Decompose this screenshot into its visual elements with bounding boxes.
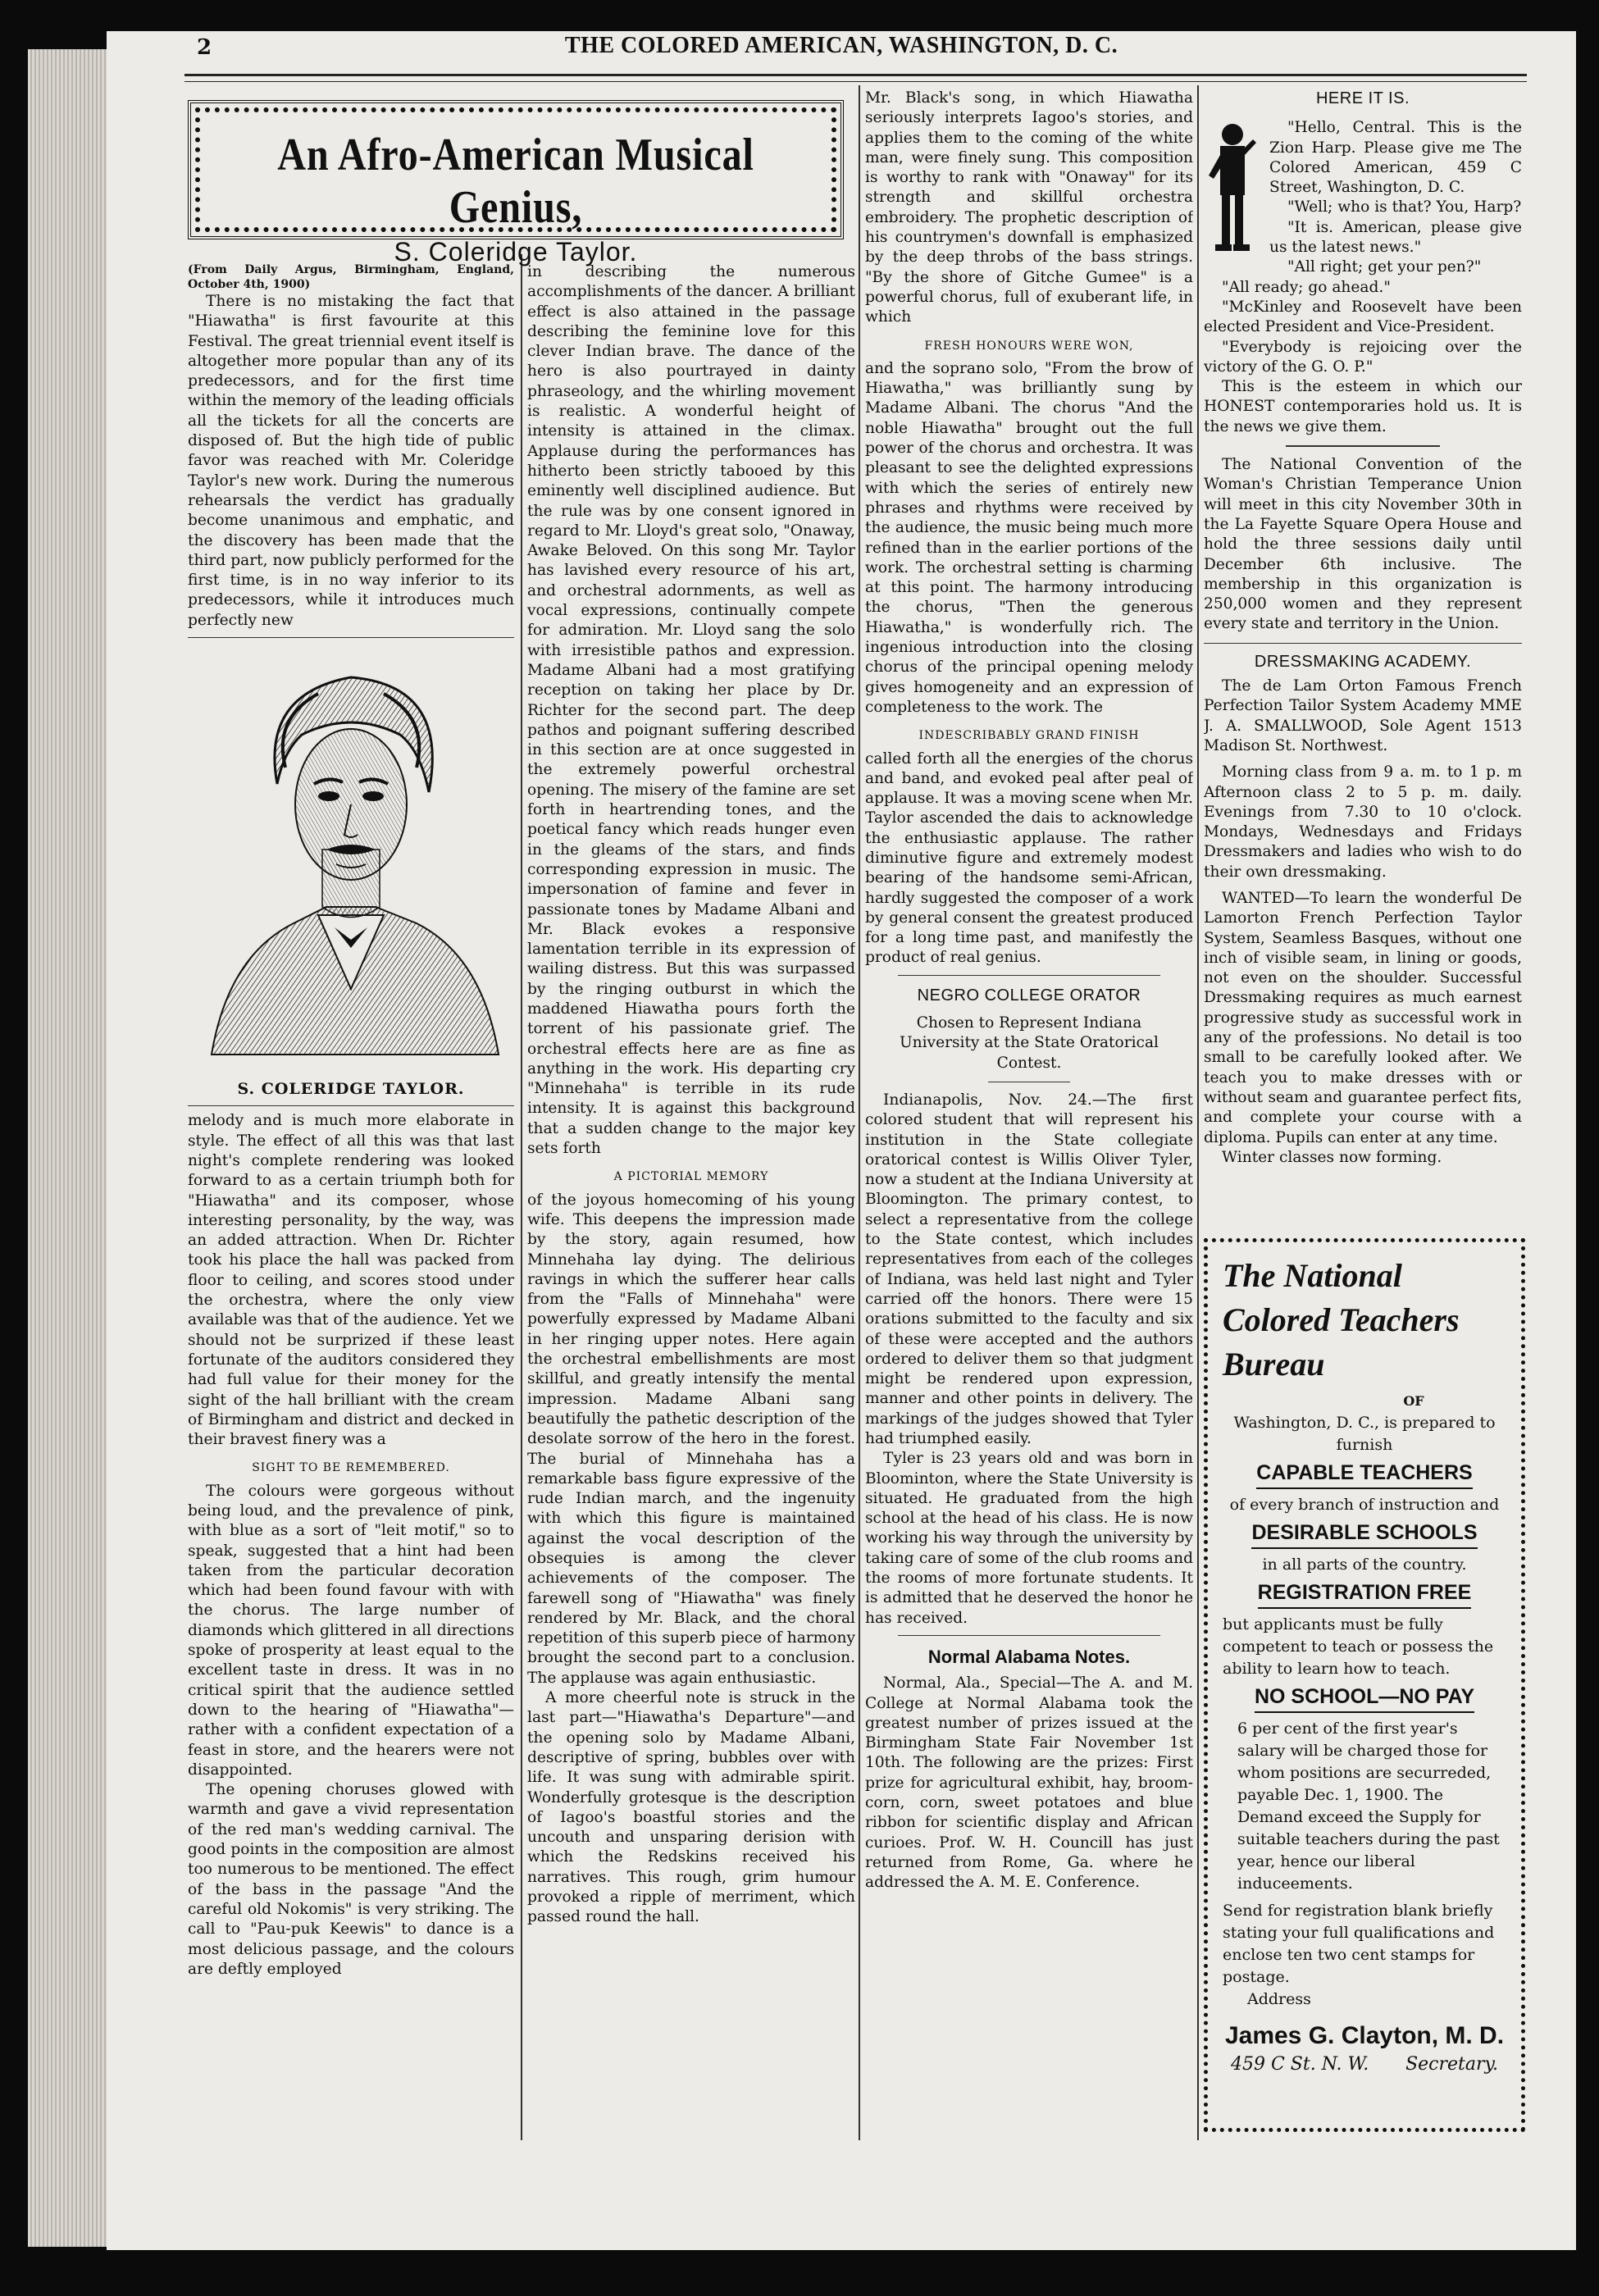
subheading: A PICTORIAL MEMORY (613, 1170, 769, 1184)
divider (188, 637, 514, 638)
dialogue-line: "Well; who is that? You, Harp? (1287, 198, 1522, 216)
portrait-engraving (195, 645, 507, 1071)
page-number: 2 (197, 35, 212, 60)
masthead (107, 31, 1576, 60)
ad-address-label: Address (1247, 1990, 1311, 2008)
article-paragraph: and the soprano solo, "From the brow of Hiawatha," was brilliantly sung by Madame Albani. The chorus "And the noble Hiawatha" brought out the full power of the chorus and orchestra. It was pleasant to see the delighted expressions with which the series of entirely new phrases and rhythms were received by the audience, the music being much more refined than in the earlier portions of the work. The orchestral setting is charming at this point. The harmony introducing the chorus, "Then the generous Hiawatha," is wonderfully rich. The ingenious introduction into the closing chorus of the principal opening melody gives homogeneity and an expression of completeness to the work. The (865, 359, 1193, 716)
teachers-bureau-ad (1204, 1238, 1525, 2132)
ad-address: 459 C St. N. W. (1231, 2054, 1369, 2075)
article-paragraph: There is no mistaking the fact that "Hiawatha" is first favourite at this Festival. The great triennial event itself is altogether more popular than any of its predecessors, and for the first time within the memory of the leading officials all the tickets for all the concerts are disposed of. But the high tide of public favor was reached with Mr. Coleridge Taylor's new work. During the numerous rehearsals the verdict has gradually become unanimous and emphatic, and the discovery has been made that the third part, now publicly performed for the first time, is in no way inferior to its predecessors, while it introduces much perfectly new (188, 293, 514, 629)
here-it-is-headline: HERE IT IS. (1315, 89, 1410, 107)
alabama-headline: Normal Alabama Notes. (927, 1646, 1131, 1667)
article-paragraph: Tyler is 23 years old and was born in Bloominton, where the State University is situated. He graduated from the high school at the head of his class. He is now working his way through the university by taking care of some of the club rooms and the rooms of more fortunate students. It is admitted that he deserved the honor he has received. (865, 1450, 1193, 1627)
article-paragraph: A more cheerful note is struck in the last part—"Hiawatha's Departure"—and the opening solo by Madame Albani, descriptive of spring, bubbles over with life. It was sung with admirable spirit. Wonderfully grotesque is the description of Iagoo's boastful stories and the uncouth and unsparing derision with which the Redskins received his narratives. This rough, grim humour provoked a ripple of merriment, which passed round the hall. (527, 1689, 855, 1926)
article-paragraph: in describing the numerous accomplishments of the dancer. A brilliant effect is also attained in the passage describing the feminine love for this clever Indian brave. The dance of the hero is also pourtrayed in dainty phraseology, and the whirling movement is realistic. A wonderful height of intensity is attained in the climax. Applause during the performances has hitherto been strictly tabooed by this eminently well disciplined audience. But the rule was by one consent ignored in regard to Mr. Lloyd's great solo, "Onaway, Awake Beloved. On this song Mr. Taylor has lavished every resource of his art, and orchestral adornments, as well as vocal expressions, continually compete for admiration. Mr. Lloyd sang the solo with irresistible pathos and expression. Madame Albani had a most gratifying reception on taking her place by Dr. Richter for the second part. The deep pathos and poignant suffering described in this section are at once suggested in the extremely powerful orchestral opening. The misery of the famine are set forth in heartrending tones, and the poetical fancy which reads hunger even in the gleams of the stars, and finds corresponding expression in music. The impersonation of famine and fever in passionate tones by Madame Albani and Mr. Black evokes a responsive lamentation terrible in its expression of wailing distress. But this was surpassed by the ringing outburst in which the maddened Hiawatha pours forth the torrent of his passionate grief. The orchestral effects here are as fine as anything in the work. His departing cry "Minnehaha" is terrible in its rude intensity. It is against this background that a sudden change to the major key sets forth (527, 263, 855, 1158)
ad-no-school-no-pay: NO SCHOOL—NO PAY (1255, 1682, 1474, 1713)
article-paragraph: of the joyous homecoming of his young wife. This deepens the impression made by the story, again resumed, how Minnehaha lay dying. The delirious ravings in which the sufferer hear calls from the "Falls of Minnehaha" were powerfully expressed by Madame Albani in her ringing upper notes. Here again the orchestral embellishments are most skillful, and greatly intensify the mental impression. Madame Albani sang beautifully the pathetic description of the desolate sorrow of the hero in the forest. The burial of Minnehaha has a remarkable bass figure expressive of the rude Indian march, and the ingenuity with which this figure is maintained against the vocal description of the obsequies is among the clever achievements of the composer. The farewell song of "Hiawatha" was finely rendered by Mr. Black, and the choral repetition of this superb piece of harmony brought the second part to a conclusion. The applause was again enthusiastic. (527, 1191, 855, 1687)
ad-signature: James G. Clayton, M. D. (1224, 2022, 1505, 2049)
portrait-caption: S. COLERIDGE TAYLOR. (237, 1080, 465, 1099)
column-1 (188, 262, 514, 2148)
headline-subtitle: S. Coleridge Taylor. (394, 237, 638, 266)
ad-capable-teachers: CAPABLE TEACHERS (1256, 1458, 1472, 1489)
article-paragraph: Normal, Ala., Special—The A. and M. College at Normal Alabama took the greatest number of prizes issued at the Birmingham State Fair November 1st 10th. The following are the prizes: First prize for agricultural exhibit, hay, broom-corn, corn, sweet potatoes and blue ribbon for scientific display and African curioes. Prof. W. H. Councill has just returned from Rome, Ga. where he addressed the A. M. E. Conference. (865, 1674, 1193, 1892)
divider (898, 1635, 1160, 1636)
article-paragraph: Mr. Black's song, in which Hiawatha seriously interprets Iagoo's stories, and applies them to the coming of the white man, were finely sung. This composition is worthy to rank with "Onaway" for its strength and skillful orchestra embroidery. The prophetic description of his countrymen's downfall is emphasized by the deep throbs of the bass strings. "By the shore of Gitche Gumee" is a powerful chorus, full of exuberant life, in which (865, 89, 1193, 326)
column-3 (865, 89, 1193, 2139)
orator-subheadline: Chosen to Represent Indiana University at the State Oratorical Contest. (899, 1014, 1159, 1072)
column-divider (1197, 85, 1199, 2140)
divider (898, 975, 1160, 976)
subheading: FRESH HONOURS WERE WON, (924, 339, 1134, 353)
dressmaking-text: Morning class from 9 a. m. to 1 p. m Afternoon class 2 to 5 p. m. daily. Evenings from 7.30 to 10 o'clock. Mondays, Wednesdays and Fridays Dressmakers and ladies who wish to do their own dressmaking. (1204, 763, 1522, 881)
masthead-rule (184, 74, 1527, 82)
dressmaking-headline: DRESSMAKING ACADEMY. (1254, 652, 1472, 671)
telephone-man-icon (1204, 118, 1261, 257)
ad-text: Washington, D. C., is prepared to furnish (1233, 1414, 1496, 1454)
ad-role: Secretary. (1405, 2054, 1498, 2075)
dressmaking-text: Winter classes now forming. (1222, 1148, 1442, 1166)
dialogue-line: "All right; get your pen?" (1287, 258, 1482, 276)
orator-headline: NEGRO COLLEGE ORATOR (917, 986, 1141, 1004)
headline-title: An Afro-American Musical Genius, (277, 130, 754, 233)
ad-text: 6 per cent of the first year's salary will be charged those for whom positions are securreded, payable Dec. 1, 1900. The Demand exceed the Supply for suitable teachers during the past year, hence our liberal induceements. (1237, 1720, 1500, 1893)
ad-footer (1223, 2053, 1506, 2075)
dialogue-line: "It is. American, please give us the latest news." (1269, 218, 1522, 257)
ad-of: OF (1403, 1393, 1424, 1409)
ad-text: of every branch of instruction and (1229, 1496, 1500, 1514)
article-paragraph: The colours were gorgeous without being loud, and the prevalence of pink, with blue as a sort of "leit motif," so to speak, suggested that a hint had been taken from the particular decoration which had been found favour with with the chorus. The large number of diamonds which glittered in all directions spoke of prosperity at least equal to the excellent taste in dress. It was in no critical spirit that the audience settled down to the hearing of "Hiawatha"—rather with a confident expectation of a feast in store, and the hearers were not disappointed. (188, 1482, 514, 1779)
article-paragraph: melody and is much more elaborate in style. The effect of all this was that last night's complete rendering was looked forward to as a certain triumph both for "Hiawatha" and its composer, whose interesting personality, by the way, was an added attraction. When Dr. Richter took his place the hall was packed from floor to ceiling, and scores stood under the orchestra, where the only view available was that of the audience. Yet we should not be surprized if these least fortunate of the auditors considered they had full value for their money for the sight of the hall brilliant with the cream of Birmingham and district and decked in their bravest finery was a (188, 1112, 514, 1449)
subheading: INDESCRIBABLY GRAND FINISH (918, 729, 1140, 743)
article-paragraph: called forth all the energies of the chorus and band, and evoked peal after peal of applause. It was a moving scene when Mr. Taylor ascended the dais to acknowledge the enthusiastic applause. The rather diminutive figure and extremely modest bearing of the handsome semi-African, hardly suggested the composer of a work by general consent the greatest produced for a long time past, and manifestly the product of real genius. (865, 749, 1193, 967)
column-divider (521, 254, 522, 2140)
article-paragraph: The opening choruses glowed with warmth and gave a vivid representation of the red man's wedding carnival. The good points in the composition are almost too numerous to be mentioned. The effect of the bass in the passage "And the careful old Nokomis" is very striking. The call to "Pau-puk Keewis" to dance is a most delicious passage, and the colours are deftly employed (188, 1781, 514, 1978)
dressmaking-text: WANTED—To learn the wonderful De Lamorton French Perfection Taylor System, Seamless Basques, without one inch of visible seam, in lining or goods, not even on the shoulder. Successful Dressmaking requires as much earnest progressive study as successful work in any of the professions. No detail is too small to be carefully looked after. We teach you to make dresses with or without seam and guarantee perfect fits, and complete your course with a diploma. Pupils can enter at any time. (1204, 889, 1522, 1146)
column-4 (1204, 89, 1522, 1237)
ad-text: but applicants must be fully competent to teach or possess the ability to learn how to teach. (1223, 1615, 1494, 1678)
dialogue-line: "McKinley and Roosevelt have been elected President and Vice-President. (1204, 298, 1522, 336)
ad-title: The National Colored Teachers Bureau (1223, 1257, 1460, 1383)
dressmaking-text: The de Lam Orton Famous French Perfection Tailor System Academy MME J. A. SMALLWOOD, Sole Agent 1513 Madison St. Northwest. (1204, 677, 1522, 754)
article-paragraph: Indianapolis, Nov. 24.—The first colored student that will represent his institution in the State collegiate oratorical contest is Willis Oliver Tyler, now a student at the Indiana University at Bloomington. The primary contest, to select a representative from the college to the State contest, which includes representatives from each of the colleges of Indiana, was held last night and Tyler carried off the honors. There were 15 orations submitted to the faculty and six of these were accepted and the authors ordered to deliver them so that judgment might be rendered upon expression, manner and other points in delivery. The markings of the judges showed that Tyler had triumphed easily. (865, 1091, 1193, 1447)
dialogue-line: This is the esteem in which our HONEST contemporaries hold us. It is the news we give them. (1204, 378, 1522, 435)
newspaper-title: THE COLORED AMERICAN, WASHINGTON, D. C. (564, 33, 1118, 58)
dialogue-line: "Hello, Central. This is the Zion Harp. Please give me The Colored American, 459 C Street, Washington, D. C. (1269, 119, 1522, 197)
ad-text: Send for registration blank briefly stating your full qualifications and enclose ten two cent stamps for postage. (1223, 1902, 1495, 1986)
column-divider (859, 85, 860, 2140)
divider (1204, 643, 1522, 644)
ad-text: in all parts of the country. (1262, 1556, 1467, 1574)
divider (188, 1105, 514, 1106)
subheading: SIGHT TO BE REMEMBERED. (252, 1461, 450, 1475)
divider (1286, 445, 1440, 447)
wctu-notice: The National Convention of the Woman's Christian Temperance Union will meet in this city November 30th in the La Fayette Square Opera House and hold the three sessions daily until December 6th inclusive. The membership in this organization is 250,000 women and they represent every state and territory in the Union. (1204, 456, 1522, 633)
newspaper-page (107, 31, 1576, 2250)
article-source: (From Daily Argus, Birmingham, England, October 4th, 1900) (188, 263, 514, 291)
headline-box (188, 100, 844, 266)
ad-desirable-schools: DESIRABLE SCHOOLS (1251, 1518, 1477, 1549)
column-2 (527, 262, 855, 2148)
dialogue-line: "All ready; go ahead." (1222, 278, 1391, 296)
ad-registration-free: REGISTRATION FREE (1258, 1578, 1472, 1609)
dialogue-line: "Everybody is rejoicing over the victory of the G. O. P." (1204, 338, 1522, 376)
